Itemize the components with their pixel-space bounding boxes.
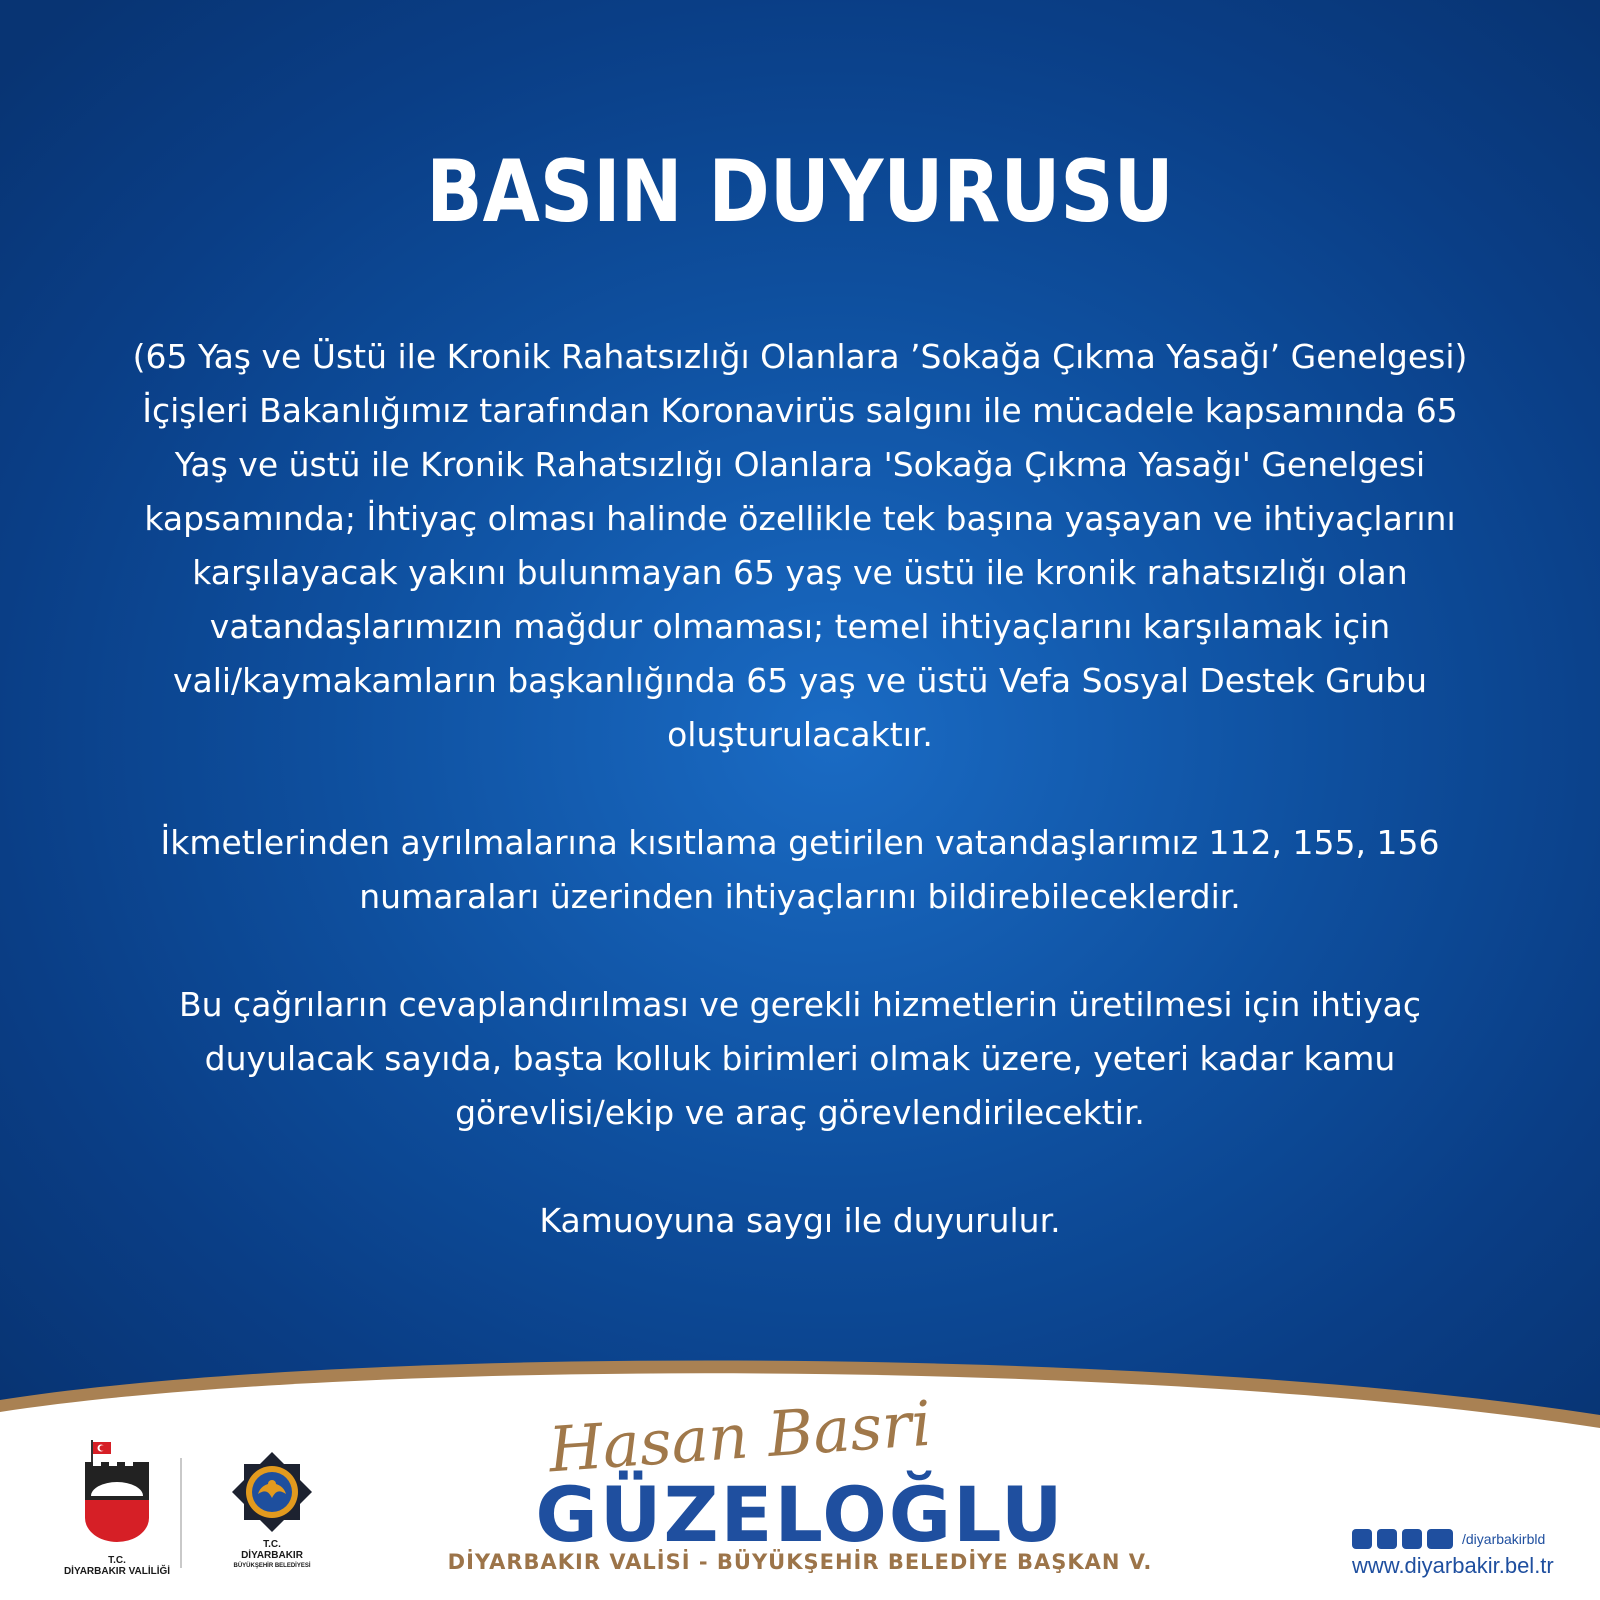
announcement-body [40, 330, 1560, 1248]
paragraph-decree [40, 330, 1560, 762]
governorship-logo-name: DİYARBAKIR VALİLİĞİ [63, 1566, 171, 1577]
text-line: vali/kaymakamların başkanlığında 65 yaş ve üstü Vefa Sosyal Destek Grubu [172, 661, 1428, 700]
text-line: Kamuoyuna saygı ile duyurulur. [539, 1201, 1061, 1240]
paragraph-hotlines [40, 816, 1560, 924]
text-line: numaraları üzerinden ihtiyaçlarını bildirebileceklerdir. [359, 877, 1241, 916]
social-handle[interactable]: /diyarbakirbld [1462, 1531, 1546, 1547]
page-title: BASIN DUYURUSU [426, 142, 1174, 242]
text-line: (65 Yaş ve Üstü ile Kronik Rahatsızlığı Olanlara ’Sokağa Çıkma Yasağı’ Genelgesi) [132, 337, 1468, 376]
text-line: oluşturulacaktır. [667, 715, 933, 754]
text-line: kapsamında; İhtiyaç olması halinde özellikle tek başına yaşayan ve ihtiyaçlarını [144, 499, 1456, 538]
text-line: duyulacak sayıda, başta kolluk birimleri olmak üzere, yeteri kadar kamu [204, 1039, 1396, 1078]
instagram-icon[interactable] [1402, 1529, 1422, 1549]
text-line: Yaş ve üstü ile Kronik Rahatsızlığı Olanlara 'Sokağa Çıkma Yasağı' Genelgesi [174, 445, 1426, 484]
paragraph-staffing [40, 978, 1560, 1140]
text-line: vatandaşlarımızın mağdur olmaması; temel ihtiyaçlarını karşılamak için [209, 607, 1391, 646]
text-line: İkmetlerinden ayrılmalarına kısıtlama getirilen vatandaşlarımız 112, 155, 156 [160, 823, 1440, 862]
signatory-role: DİYARBAKIR VALİSİ - BÜYÜKŞEHİR BELEDİYE BAŞKAN V. [447, 1550, 1153, 1574]
municipality-logo-city: DİYARBAKIR [241, 1550, 303, 1561]
paragraph-spacer [40, 924, 1560, 978]
youtube-icon[interactable] [1427, 1529, 1453, 1549]
text-line: Bu çağrıların cevaplandırılması ve gerekli hizmetlerin üretilmesi için ihtiyaç [179, 985, 1421, 1024]
paragraph-closing [40, 1194, 1560, 1248]
website-link[interactable]: www.diyarbakir.bel.tr [1352, 1553, 1554, 1578]
signature-first-name: Hasan Basri [546, 1386, 934, 1487]
facebook-icon[interactable] [1352, 1529, 1372, 1549]
municipality-logo-name: BÜYÜKŞEHİR BELEDİYESİ [233, 1563, 311, 1569]
text-line: karşılayacak yakını bulunmayan 65 yaş ve üstü ile kronik rahatsızlığı olan [192, 553, 1408, 592]
text-line: görevlisi/ekip ve araç görevlendirilecektir. [455, 1093, 1145, 1132]
text-line: İçişleri Bakanlığımız tarafından Koronavirüs salgını ile mücadele kapsamında 65 [142, 391, 1458, 430]
municipality-logo-tc: T.C. [263, 1539, 281, 1550]
paragraph-spacer [40, 1140, 1560, 1194]
signatory-surname: GÜZELOĞLU [535, 1470, 1065, 1559]
social-links [1352, 1529, 1582, 1579]
governorship-logo-tc: T.C. [108, 1555, 126, 1566]
paragraph-spacer [40, 762, 1560, 816]
twitter-icon[interactable] [1377, 1529, 1397, 1549]
